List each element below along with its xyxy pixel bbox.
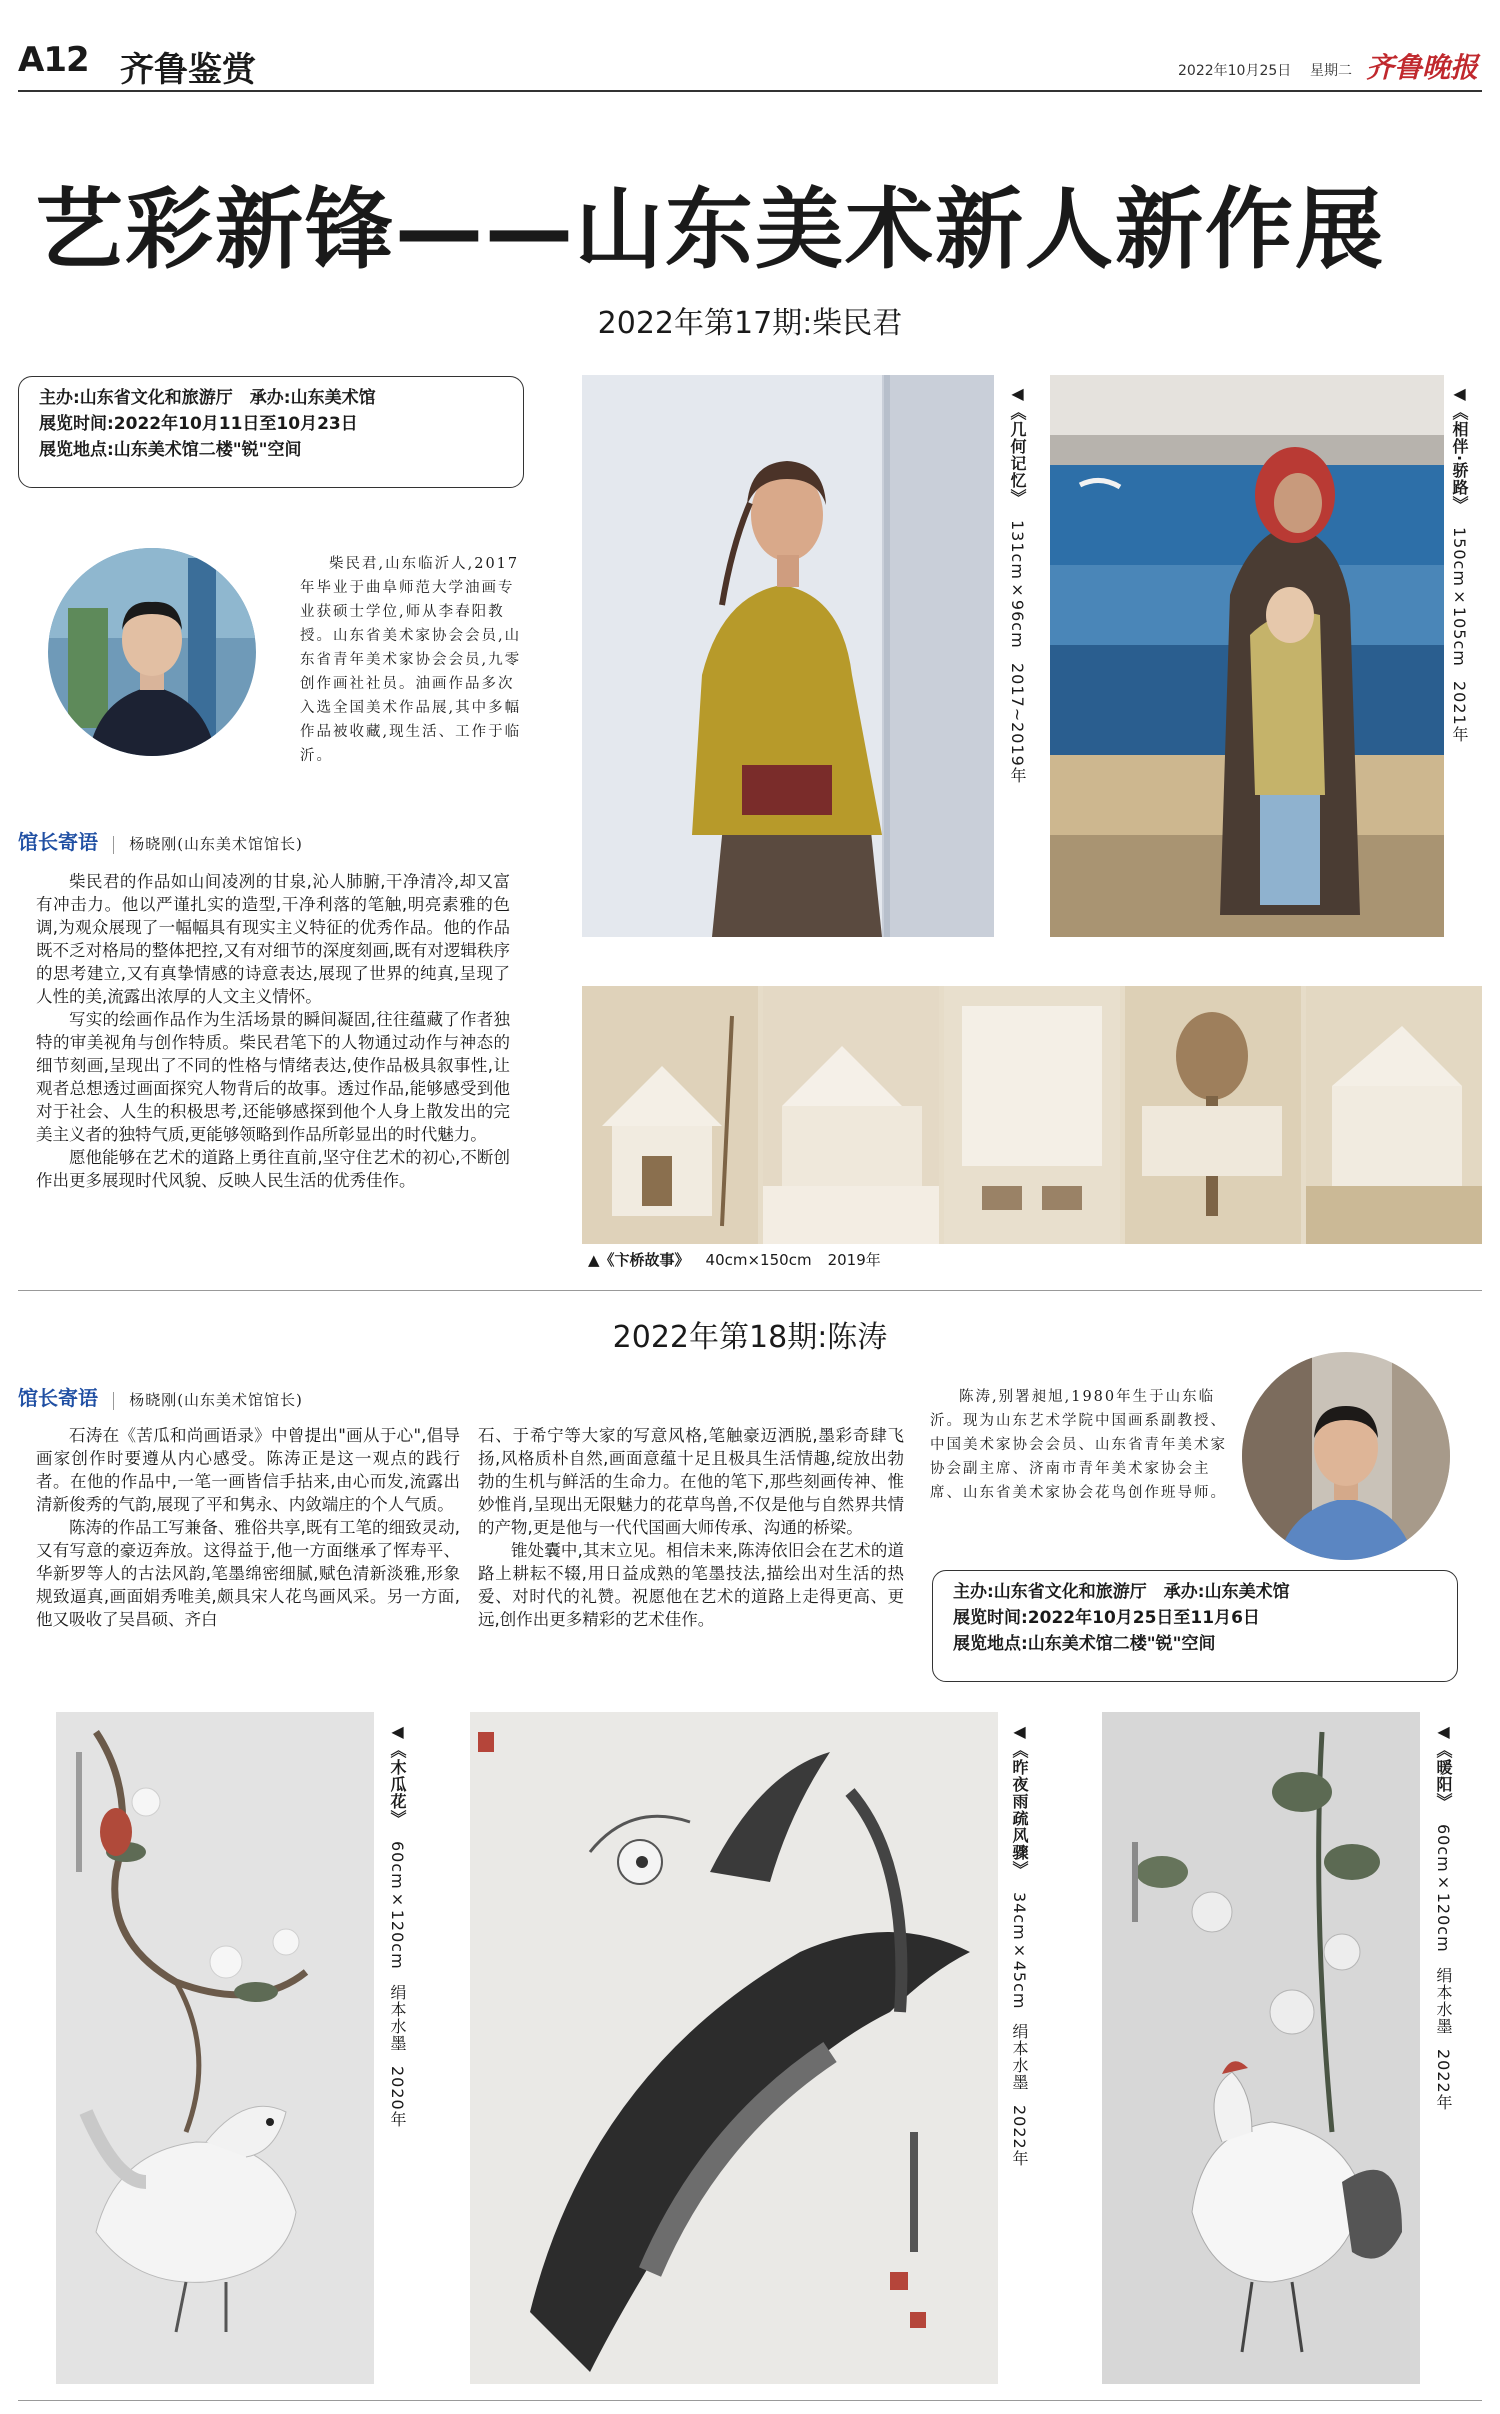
section-divider [18, 1290, 1482, 1291]
caption-year: 2020年 [388, 2065, 407, 2128]
issue17-note-heading [18, 826, 528, 855]
artwork-rain-and-wind [470, 1712, 998, 2384]
caption-medium: 绢本水墨 [1434, 1966, 1453, 2035]
issue18-article-col1 [36, 1424, 460, 1631]
artwork-caption [386, 1722, 409, 2127]
issue-weekday: 星期二 [1310, 63, 1352, 79]
caption-medium: 绢本水墨 [388, 1983, 407, 2052]
caption-title: ◀《昨夜雨疏风骤》 [1010, 1722, 1029, 1878]
artwork-caption [588, 1249, 881, 1270]
header-rule [18, 90, 1482, 92]
page-title: 艺彩新锋——山东美术新人新作展 [35, 178, 1386, 281]
issue18-organizers: 主办:山东省文化和旅游厅 承办:山东美术馆 [953, 1582, 1290, 1602]
section-name: 齐鲁鉴赏 [120, 50, 256, 90]
issue17-heading: 2022年第17期:柴民君 [597, 306, 903, 341]
paragraph: 石、于希宁等大家的写意风格,笔触豪迈洒脱,墨彩奇肆飞扬,风格质朴自然,画面意蕴十足且极具生活情趣,绽放出勃勃的生机与鲜活的生命力。在他的笔下,那些刻画传神、惟妙惟肖,呈现出无限魅力的花草鸟兽,不仅是他与自然界共情的产物,更是他与一代代国画大师传承、沟通的桥梁。 [478, 1426, 904, 1537]
artwork-caption [1448, 384, 1471, 743]
issue17-info-box [18, 376, 524, 488]
artwork-caption [1432, 1722, 1455, 2110]
caption-year: 2017~2019年 [1008, 662, 1027, 784]
issue17-dates: 展览时间:2022年10月11日至10月23日 [39, 414, 358, 434]
paragraph: 写实的绘画作品作为生活场景的瞬间凝固,往往蕴藏了作者独特的审美视角与创作特质。柴民君笔下的人物通过动作与神态的细节刻画,呈现出了不同的性格与情绪表达,使作品极具叙事性,让观者总想透过画面探究人物背后的故事。透过作品,能够感受到他对于社会、人生的积极思考,还能够感探到他个人身上散发出的完美主义者的独特气质,更能够领略到作品所彰显出的时代魅力。 [36, 1010, 510, 1144]
portrait-chai-minjun [48, 548, 256, 756]
divider [113, 1392, 114, 1410]
paragraph: 石涛在《苦瓜和尚画语录》中曾提出"画从于心",倡导画家创作时要遵从内心感受。陈涛正是这一观点的践行者。在他的作品中,一笔一画皆信手拈来,由心而发,流露出清新俊秀的气韵,展现了平和隽永、内敛端庄的个人气质。 [36, 1426, 460, 1514]
avatar [48, 548, 256, 756]
artwork-geometric-memory [582, 375, 994, 937]
issue18-dates: 展览时间:2022年10月25日至11月6日 [953, 1608, 1260, 1628]
artwork-caption [1008, 1722, 1031, 2167]
caption-year: 2019年 [827, 1251, 881, 1269]
issue17-bio: 柴民君,山东临沂人,2017年毕业于曲阜师范大学油画专业获硕士学位,师从李春阳教授。山东省美术家协会会员,山东省青年美术家协会会员,九零创作画社社员。油画作品多次入选全国美术作品展,其中多幅作品被收藏,现生活、工作于临沂。 [300, 556, 522, 764]
newspaper-logo: 齐鲁晚报 [1366, 51, 1479, 84]
caption-size: 150cm×105cm [1450, 527, 1469, 667]
issue18-bio: 陈涛,别署昶旭,1980年生于山东临沂。现为山东艺术学院中国画系副教授、中国美术家协会会员、山东省青年美术家协会副主席、济南市青年美术家协会主席、山东省美术家协会花鸟创作班导师。 [930, 1389, 1227, 1501]
paragraph: 愿他能够在艺术的道路上勇往直前,坚守住艺术的初心,不断创作出更多展现时代风貌、反映人民生活的优秀佳作。 [36, 1148, 510, 1190]
note-author: 杨晓刚(山东美术馆馆长) [129, 835, 303, 853]
issue18-venue: 展览地点:山东美术馆二楼"锐"空间 [953, 1634, 1216, 1654]
caption-medium: 绢本水墨 [1010, 2023, 1029, 2092]
paragraph: 锥处囊中,其末立见。相信未来,陈涛依旧会在艺术的道路上耕耘不辍,用日益成熟的笔墨技法,描绘出对生活的热爱、对时代的礼赞。祝愿他在艺术的道路上走得更高、更远,创作出更多精彩的艺术佳作。 [478, 1541, 904, 1629]
issue18-heading: 2022年第18期:陈涛 [612, 1320, 888, 1355]
divider [113, 836, 114, 854]
issue18-note-heading [18, 1382, 478, 1411]
caption-size: 60cm×120cm [1434, 1824, 1453, 1953]
issue18-info-box [932, 1570, 1458, 1682]
artwork-warm-sun [1102, 1712, 1420, 2384]
page-number: A12 [18, 40, 89, 80]
portrait-chen-tao [1242, 1352, 1450, 1560]
caption-year: 2022年 [1010, 2105, 1029, 2168]
footer-rule [18, 2400, 1482, 2401]
artwork-companion [1050, 375, 1444, 937]
paragraph: 陈涛的作品工写兼备、雅俗共享,既有工笔的细致灵动,又有写意的豪迈奔放。这得益于,他一方面继承了恽寿平、华新罗等人的古法风韵,笔墨绵密细腻,赋色清新淡雅,形象规致逼真,画面娟秀唯美,颇具宋人花鸟画风采。另一方面,他又吸收了吴昌硕、齐白 [36, 1518, 460, 1629]
issue-date: 2022年10月25日 [1178, 63, 1292, 79]
caption-year: 2022年 [1434, 2048, 1453, 2111]
caption-title: ◀《相伴·骄路》 [1450, 384, 1469, 514]
caption-title: ◀《木瓜花》 [388, 1722, 407, 1827]
caption-size: 131cm×96cm [1008, 520, 1027, 649]
artwork-quince-blossom [56, 1712, 374, 2384]
issue17-venue: 展览地点:山东美术馆二楼"锐"空间 [39, 440, 302, 460]
note-title: 馆长寄语 [18, 830, 98, 854]
avatar [1242, 1352, 1450, 1560]
caption-size: 40cm×150cm [705, 1251, 812, 1269]
note-author: 杨晓刚(山东美术馆馆长) [129, 1391, 303, 1409]
issue17-organizers: 主办:山东省文化和旅游厅 承办:山东美术馆 [39, 388, 376, 408]
paragraph: 柴民君的作品如山间凌冽的甘泉,沁人肺腑,干净清冷,却又富有冲击力。他以严谨扎实的造型,干净利落的笔触,明亮素雅的色调,为观众展现了一幅幅具有现实主义特征的优秀作品。他的作品既不乏对格局的整体把控,又有对细节的深度刻画,既有对逻辑秩序的思考建立,又有真挚情感的诗意表达,展现了世界的纯真,呈现了人性的美,流露出浓厚的人文主义情怀。 [36, 872, 510, 1006]
caption-year: 2021年 [1450, 680, 1469, 743]
artwork-bianqiao-story [582, 986, 1482, 1244]
caption-size: 60cm×120cm [388, 1841, 407, 1970]
note-title: 馆长寄语 [18, 1386, 98, 1410]
issue17-article [36, 870, 510, 1192]
caption-title: ◀《暖阳》 [1434, 1722, 1453, 1810]
caption-title: ▲《卞桥故事》 [588, 1251, 690, 1269]
issue18-article-col2 [478, 1424, 904, 1631]
artwork-caption [1006, 384, 1029, 784]
caption-size: 34cm×45cm [1010, 1892, 1029, 2010]
caption-title: ◀《几何记忆》 [1008, 384, 1027, 506]
